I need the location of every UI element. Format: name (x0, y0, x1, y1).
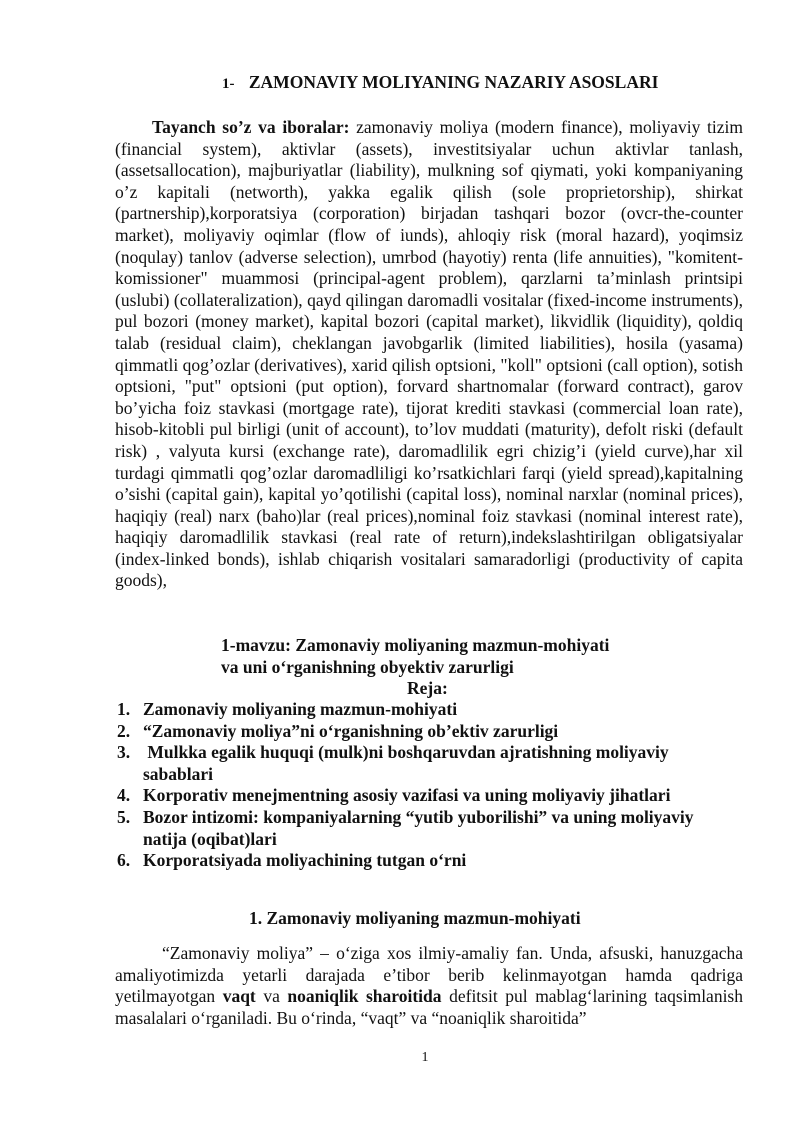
plan-item-number: 5. (117, 806, 131, 827)
plan-item-number: 2. (117, 720, 131, 741)
chapter-number: 1- (222, 76, 235, 92)
plan-item-text: Bozor intizomi: kompaniyalarning “yutib yuborilishi” va uning moliyaviy natija (oqibat)lari (143, 806, 694, 849)
section-title: 1. Zamonaviy moliyaning mazmun-mohiyati (249, 908, 581, 928)
plan-item-number: 6. (117, 850, 131, 871)
body-bold-2: noaniqlik sharoitida (287, 986, 442, 1007)
body-text-1: “Zamonaviy moliya” – o‘ziga xos ilmiy-amaliy fan. Unda, afsuski, hanuzgacha amaliyotimizda yetarli darajada e’tibor berib kelinmayotgan hamda qadriga yetilmayotgan (115, 943, 743, 1007)
body-text-2: va (255, 986, 288, 1007)
page-number: 1 (421, 1050, 429, 1065)
plan-heading: Reja: (407, 678, 448, 698)
plan-item-text: Korporatsiyada moliyachining tutgan o‘rni (143, 850, 467, 871)
plan-item (117, 699, 737, 721)
plan-item-text: Mulkka egalik huquqi (mulk)ni boshqaruvdan ajratishning moliyaviy sabablari (143, 742, 674, 784)
body-text-3: defitsit pul mablag‘larining taqsimlanish masalalari o‘rganiladi. Bu o‘rinda, “vaqt” va “noaniqlik sharoitida” (115, 986, 743, 1028)
plan-item-number: 4. (117, 785, 131, 806)
plan-item-text: Zamonaviy moliyaning mazmun-mohiyati (143, 699, 458, 719)
plan-item (117, 785, 737, 807)
topic-line-2: va uni o‘rganishning obyektiv zarurligi (221, 656, 514, 677)
plan-item-text: “Zamonaviy moliya”ni o‘rganishning ob’ektiv zarurligi (143, 720, 559, 741)
plan-item (117, 721, 737, 743)
plan-item (117, 850, 737, 872)
keywords-text: zamonaviy moliya (modern finance), moliyaviy tizim (financial system), aktivlar (assets), investitsiyalar uchun aktivlar tanlash, (assetsallocation), majburiyatlar (liability), mulkning sof qiymati, yoki kompaniyaning o’z kapitali (networth), yakka egalik qilish (sole proprietorship), shirkat (partnership),korporatsiya (corporation) birjadan tashqari bozor (ovcr-the-counter market), moliyaviy oqimlar (flow of iunds), ahloqiy risk (moral hazard), yoqimsiz (noqulay) tanlov (adverse selection), umrbod (hayotiy) renta (life annuities), "komitent-komissioner" muammosi (principal-agent problem), qarzlarni ta’minlash printsipi (uslubi) (collateralization), qayd qilingan daromadli vositalar (fixed-income instruments), pul bozori (money market), kapital bozori (capital market), likvidlik (liquidity), qoldiq talab (residual claim), cheklangan javobgarlik (limited liabilities), hosila (yasama) qimmatli qog’ozlar (derivatives), xarid qilish optsioni, "koll" optsioni (call option), sotish optsioni, "put" optsioni (put option), forvard shartnomalar (forward contract), garov bo’yicha foiz stavkasi (mortgage rate), tijorat krediti stavkasi (commercial loan rate), hisob-kitobli pul birligi (unit of account), to’lov muddati (maturity), defolt riski (default risk) , valyuta kursi (exchange rate), daromadlilik egri chizig’i (yield curve),har xil turdagi qimmatli qog’ozlar daromadliligi ko’rsatkichlari farqi (yield spread),kapitalning o’sishi (capital gain), kapital yo’qotilishi (capital loss), nominal narxlar (nominal prices), haqiqiy (real) narx (baho)lar (real prices),nominal foiz stavkasi (nominal interest rate), haqiqiy daromadlilik stavkasi (real rate of return),indekslashtirilgan obligatsiyalar (index-linked bonds), ishlab chiqarish vositalari samaradorligi (productivity of capita goods), (115, 117, 743, 591)
chapter-title-text: ZAMONAVIY MOLIYANING NAZARIY ASOSLARI (248, 72, 659, 92)
plan-list (117, 699, 737, 872)
keywords-paragraph (115, 117, 743, 592)
topic-line-1: 1-mavzu: Zamonaviy moliyaning mazmun-mohiyati (221, 635, 610, 655)
body-bold-1: vaqt (222, 986, 256, 1007)
topic-heading (221, 635, 741, 678)
chapter-title (222, 72, 762, 96)
keywords-lead: Tayanch so’z va iboralar: (152, 117, 350, 137)
plan-item-number: 3. (117, 742, 131, 763)
plan-item-number: 1. (117, 699, 131, 719)
plan-item (117, 807, 737, 850)
plan-item (117, 742, 737, 785)
plan-item-text: Korporativ menejmentning asosiy vazifasi va uning moliyaviy jihatlari (143, 785, 671, 806)
body-paragraph (115, 943, 743, 1029)
